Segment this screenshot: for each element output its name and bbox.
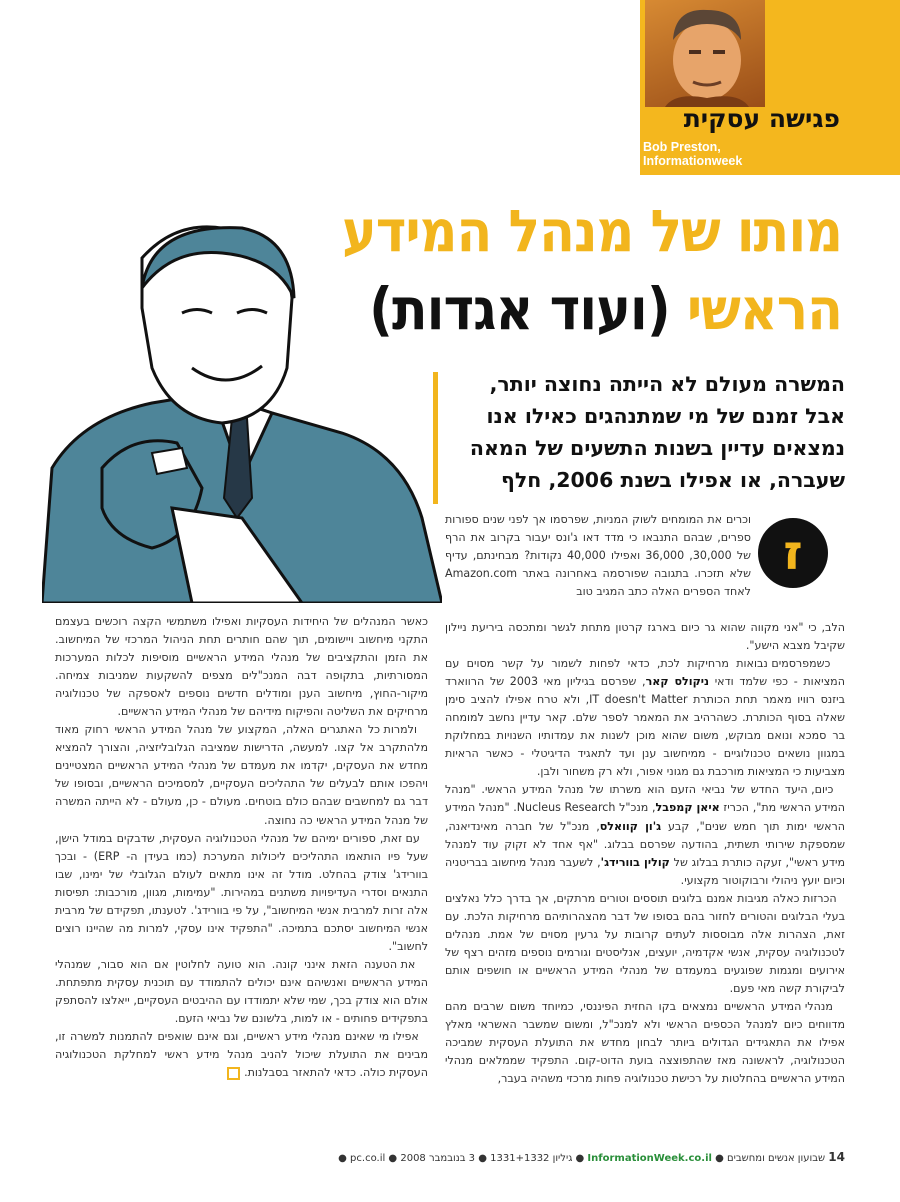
- section-title: פגישה עסקית: [683, 104, 840, 133]
- paragraph-2: כשמפרסמים נבואות מרחיקות לכת, כדאי לפחות לשמור על קשר מסוים עם המציאות - כפי שלמד ודאי ניקולס קאר, שפרסם בגיליון מאי 2003 של הרווארד ביזנס רוויו מאמר תחת הכותרת IT doesn't Matter, ולא טרח אפילו להציב סימן שאלה בסוף הכותרת. כשהרהיב את המאמר לספר שלם. קאר עדיין נחשב למומחה בר סמכא ונואם מבוקש, משום שהוא מוכן לשנות את עמדותיו השנויות במחלוקת במגוון נושאים טכנולוגיים - ממיחשוב ענן ועד לתאגיד הדיגיטלי - כאשר הראיות מצביעות כי המציאות מורכבת גם מגוני אפור, ולא רק משחור ולבן.: [445, 657, 845, 779]
- drop-cap-letter: ז: [783, 525, 803, 581]
- page-number: 14: [828, 1150, 845, 1164]
- byline-name: Bob Preston,: [643, 140, 721, 154]
- deck-accent-bar: [433, 372, 438, 504]
- retro-man-illustration: [42, 218, 442, 603]
- paragraph-3: כיום, היעד החדש של נביאי הזעם הוא משרתו של מנהל המידע הראשי. "מנהל המידע הראשי מת", הכריז איאן קמפבל, מנכ"ל Nucleus Research. "מנהל המידע הראשי ימות תוך חמש שנים", קבע ג'ון קוואלס, מנכ"ל של חברה מאינדיאנה, שמספקת שירותי תשתית, בהודעה שפרסם בבלוג. "אף אחד לא זקוק עוד למנהל מידע ראשי", זעקה כותרת בבלוג של קולין בוורידג', לשעבר מנהל מיחשוב בבריטניה וכיום יועץ ניהולי ורבוקוטור מקצועי.: [445, 783, 846, 887]
- body-column-right-top: [445, 511, 751, 601]
- drop-cap: [758, 518, 828, 588]
- name-john-qualls: ג'ון קוואלס: [599, 819, 662, 833]
- byline-publication: Informationweek: [643, 154, 743, 168]
- paragraph-9: את הטענה הזאת אינני קונה. הוא טועה לחלוטין אם הוא סבור, שמנהלי המידע הראשיים ואנשיהם אינם יכולים להתמודד עם תוכנית עסקית מתפתחת. אולם הוא צודק בכך, שמי שלא יתמודדו עם ההיבטים העסקיים, ייאלצו להסתפק בתפקידים פחותים - או למות, בלשונם של נביאי הזעם.: [55, 957, 428, 1026]
- name-nicholas-carr: ניקולס קאר: [645, 675, 710, 689]
- website-link[interactable]: InformationWeek.co.il: [587, 1153, 712, 1164]
- page-footer: 14 שבועון אנשים ומחשבים ● InformationWeek.co.il ● גיליון 1331+1332 ● 3 בנובמבר 2008 ● pc.co.il ●: [338, 1150, 845, 1164]
- byline: [643, 140, 843, 168]
- author-photo: [645, 0, 765, 107]
- paragraph-10: אפילו מי שאינם מנהלי מידע ראשיים, וגם אינם שואפים להתמנות למשרה זו, מבינים את התועלת שיכול להניב מנהל מידע ראשי למחלקת הטכנולוגיה העסקית כולה. כדאי להתאזר בסבלנות.: [55, 1030, 428, 1080]
- title-more-legends: (ועוד אגדות): [369, 275, 670, 343]
- name-colin-beveridge: קולין בוורידג': [600, 855, 670, 869]
- body-column-right: [445, 619, 845, 1088]
- issue-number: גיליון 1331+1332: [490, 1153, 573, 1164]
- paragraph-7: ולמרות כל האתגרים האלה, המקצוע של מנהל המידע הראשי רחוק מאוד מלהתקרב אל קצו. למעשה, הדרישות שמציבה הגלובליזציה, והצורך להמציא מחדש את העסקים, יקדמו את מעמדם של מנהלי המידע הראשיים המצטיינים ויהפכו אותם לבעלים של התהליכים העסקיים, למסמיכים הראשיים, ובסופו של דבר גם למחשבים שבהם כולם בוטחים. מעולם - כן, מעולם - לא הייתה המשרה של מנהל המידע הראשי כה נחוצה.: [55, 723, 428, 827]
- paragraph-8: עם זאת, ספורים ימיהם של מנהלי הטכנולוגיה העסקית, שדבקים במודל הישן, שעל פיו הותאמו התהליכים ליכולות המערכת (כמו בעידן ה- ERP) - ובכך בוורידג' צודק בהחלט. מודל זה אינו מתאים לעולם הגלובלי של ימינו, שבו התנאים וסדרי העדיפויות משתנים במהירות. "עמימות, מגוון, מורכבות: תפיסות אלה זרות למרבית אנשי המיחשוב", על פי בוורידג'. לטענתו, תפקידם של מרבית אנשי המיחשוב יסתכם בתמיכה. "התפקיד אינו עסקי, למרות מה שהיינו רוצים לחשוב".: [55, 831, 428, 953]
- title-word-cio: הראשי: [686, 275, 842, 343]
- body-column-left: [55, 613, 428, 1082]
- article-deck: המשרה מעולם לא הייתה נחוצה יותר, אבל זמנם של מי שמתנהגים כאילו אנו נמצאים עדיין בשנות התשעים של המאה שעברה, או אפילו בשנת 2006, חלף: [469, 372, 845, 492]
- end-mark-icon: [227, 1067, 240, 1080]
- paragraph-6: כאשר המנהלים של היחידות העסקיות ואפילו משתמשי הקצה רוכשים בעצמם התקני מיחשוב ויישומים, תוך שהם חותרים תחת הניהול המרכזי של המיחשוב. את הזמן והתקציבים של מנהלי המידע הראשיים מוסיפות לכלות המערכות המסורתיות, בתקופה דבה המנכ"לים מצפים להשקעות שמניבות צמיחה. מיקור-החוץ, מיחשוב הענן ומודלים חדשים נוספים לאספקה של טכנולוגיה מרחיקים את השליטה והפיקוח מידיהם של מנהלי המידע הראשיים.: [55, 615, 428, 719]
- paragraph-intro: וכרים את המומחים לשוק המניות, שפרסמו אך לפני שנים ספורות ספרים, שבהם התנבאו כי מדד דאו ג'ונס יעבור בקרוב את הרף של 30,000, 36,000 ואפילו 40,000 נקודות? מבחינתם, עדיף שלא תזכרו. בתגובה שפורסמה באחרונה באתר Amazon.com לאחד הספרים האלה כתב המגיב טוב: [445, 513, 751, 599]
- paragraph-4: הכרזות כאלה מגיבות אמנם בלוגים תוססים וטורים מרתקים, אך בדרך כלל נאלצים בעלי הבלוגים והטורים לחזור בהם בסופו של דבר מהצהרותיהם מרחיקות הלכת. עם זאת, הצהרות אלה מבוססות לעתים קרובות על גרעין מסוים של אמת. מנהלים לטכנולוגיה עסקית, אנשי אקדמיה, יועצים, אנליסטים וגורמים נוספים מזהים רצף של אירועים ומגמות שפוגעים במעמדם של מנהלי המידע הראשיים או חושפים אותם לביקורת קשה מאי פעם.: [445, 891, 845, 995]
- issue-date: 3 בנובמבר 2008: [400, 1153, 476, 1164]
- magazine-name: שבועון אנשים ומחשבים: [727, 1153, 826, 1164]
- second-website-link[interactable]: pc.co.il: [350, 1153, 386, 1164]
- paragraph-1: הלב, כי "אני מקווה שהוא גר כיום בארגז קרטון מתחת לגשר ומתכסה ביריעת ניילון שקיבל מצבא הישע".: [445, 621, 845, 653]
- article-title-line-1: מותו של מנהל המידע: [341, 197, 842, 265]
- paragraph-5: מנהלי המידע הראשיים נמצאים בקו החזית הפיננסי, כמיוחד משום שרבים מהם מדווחים כיום למנהל הכספים הראשי ולא למנכ"ל, ומשום שמשבר האשראי מאלץ אפילו את התאגידים הגדולים ביותר לבחון מחדש את התועלת העסקית שמביכה הטכנולוגיה, לראשונה מאז שהתפוצצה בועת הדוט-קום. התפקיד שממלאים מנהלי המידע הראשיים בהחלטות על רכישת טכנולוגיה פחות מרכזי משהיה בעבר,: [445, 999, 845, 1086]
- name-ian-campbell: איאן קמפבל: [655, 801, 720, 815]
